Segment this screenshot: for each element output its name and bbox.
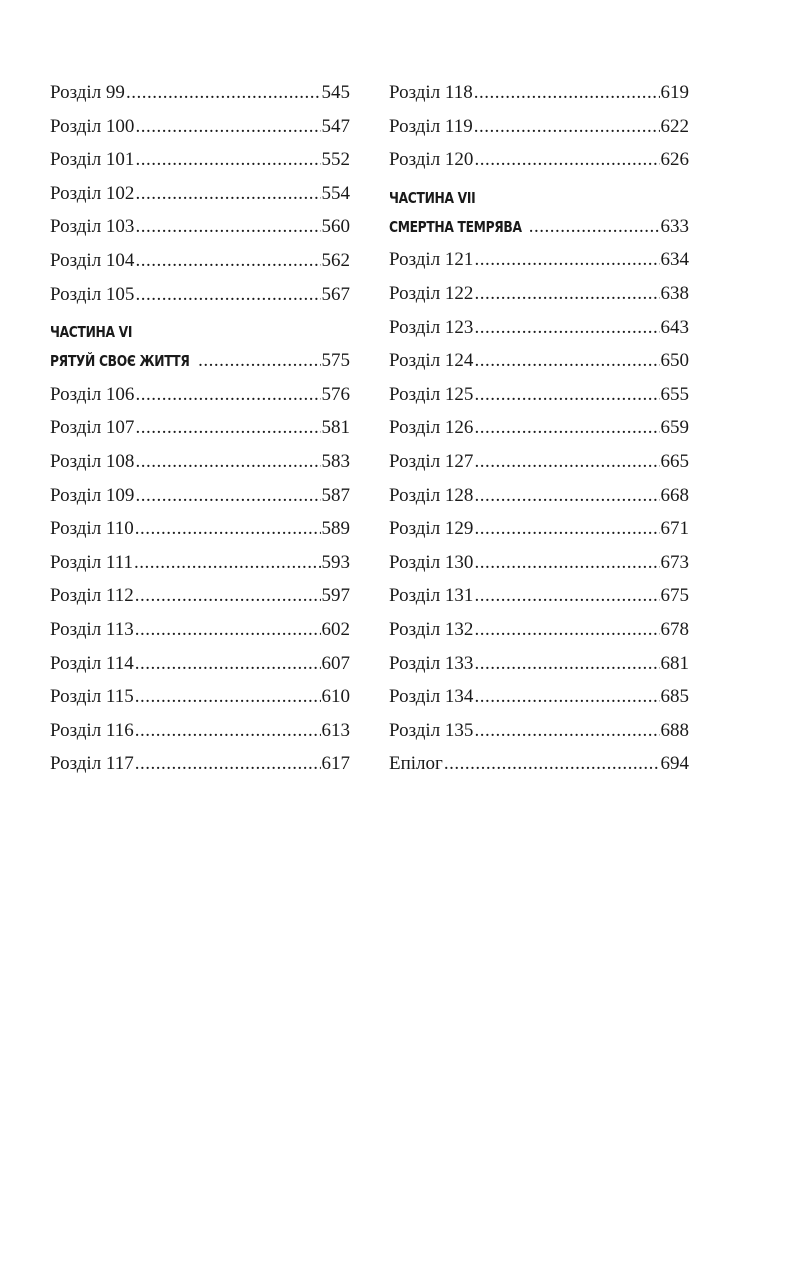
toc-entry[interactable] [50, 680, 350, 714]
toc-entry[interactable] [50, 714, 350, 748]
toc-entry[interactable] [389, 714, 689, 748]
chapter-title: Розділ 128 [389, 484, 474, 506]
toc-entry[interactable] [50, 177, 350, 211]
dot-leader [474, 311, 659, 345]
page-number: 547 [321, 115, 350, 137]
page-number: 562 [321, 249, 350, 271]
page-number: 685 [660, 686, 689, 708]
dot-leader [135, 177, 320, 211]
part-label: ЧАСТИНА VII [389, 188, 476, 207]
page-number: 545 [321, 82, 350, 103]
toc-entry[interactable] [389, 344, 689, 378]
toc-entry[interactable] [389, 378, 689, 412]
page-number: 659 [660, 417, 689, 439]
page-number: 583 [321, 450, 350, 472]
dot-leader [474, 613, 659, 647]
chapter-title: Розділ 110 [50, 518, 134, 540]
dot-leader [135, 479, 320, 513]
page-number: 613 [321, 719, 350, 741]
page-number: 678 [660, 618, 689, 640]
dot-leader [474, 411, 659, 445]
toc-entry[interactable] [389, 411, 689, 445]
chapter-title: Розділ 116 [50, 719, 134, 741]
dot-leader [474, 344, 659, 378]
page-number: 581 [321, 417, 350, 439]
chapter-title: Розділ 130 [389, 551, 474, 573]
page-number: 602 [321, 618, 350, 640]
dot-leader [474, 445, 659, 479]
dot-leader [135, 210, 320, 244]
dot-leader [474, 479, 659, 513]
toc-entry[interactable] [50, 378, 350, 412]
page-number: 552 [321, 149, 350, 171]
chapter-title: Розділ 122 [389, 282, 474, 304]
toc-entry[interactable] [389, 243, 689, 277]
toc-left-column [50, 76, 350, 781]
chapter-title: Розділ 131 [389, 585, 474, 607]
chapter-title: Розділ 101 [50, 149, 135, 171]
page-number: 622 [660, 115, 689, 137]
chapter-title: Розділ 133 [389, 652, 474, 674]
page-number: 681 [660, 652, 689, 674]
chapter-title: Розділ 111 [50, 551, 134, 573]
toc-entry[interactable] [389, 512, 689, 546]
toc-entry[interactable] [50, 445, 350, 479]
chapter-title: Розділ 108 [50, 450, 135, 472]
chapter-title: Розділ 123 [389, 316, 474, 338]
page-number: 597 [321, 585, 350, 607]
dot-leader [135, 579, 321, 613]
chapter-title: Розділ 120 [389, 149, 474, 171]
chapter-title: Розділ 109 [50, 484, 135, 506]
page-number: 576 [321, 383, 350, 405]
chapter-title: Розділ 106 [50, 383, 135, 405]
dot-leader [474, 378, 659, 412]
toc-entry[interactable] [50, 278, 350, 312]
page-number: 619 [660, 82, 689, 103]
toc-entry[interactable] [389, 277, 689, 311]
chapter-title: Розділ 135 [389, 719, 474, 741]
toc-entry[interactable] [389, 680, 689, 714]
dot-leader [474, 277, 659, 311]
dot-leader [135, 613, 321, 647]
toc-entry[interactable] [389, 479, 689, 513]
toc-entry[interactable] [389, 143, 689, 177]
chapter-title: Розділ 118 [389, 82, 473, 103]
part-page-number: 633 [660, 215, 689, 237]
chapter-title: Розділ 117 [50, 753, 134, 775]
chapter-title: Розділ 127 [389, 450, 474, 472]
toc-right-column [389, 76, 689, 781]
dot-leader [474, 512, 659, 546]
toc-entry[interactable] [389, 311, 689, 345]
page-number: 638 [660, 282, 689, 304]
part-block-vii [389, 186, 689, 244]
chapter-title: Розділ 114 [50, 652, 134, 674]
page-number: 668 [660, 484, 689, 506]
toc-entry[interactable] [50, 244, 350, 278]
toc-entry[interactable] [389, 546, 689, 580]
toc-entry[interactable] [389, 613, 689, 647]
chapter-title: Розділ 102 [50, 182, 135, 204]
chapter-title: Розділ 119 [389, 115, 473, 137]
chapter-title: Розділ 104 [50, 249, 135, 271]
page-number: 665 [660, 450, 689, 472]
chapter-title: Розділ 115 [50, 686, 134, 708]
chapter-title: Розділ 134 [389, 686, 474, 708]
dot-leader [474, 76, 660, 110]
chapter-title: Розділ 129 [389, 518, 474, 540]
page-number: 694 [660, 753, 689, 775]
toc-entry-list [50, 76, 350, 311]
dot-leader [135, 714, 321, 748]
chapter-title: Розділ 121 [389, 249, 474, 271]
page-number: 554 [321, 182, 350, 204]
toc-entry[interactable] [50, 512, 350, 546]
dot-leader [135, 647, 321, 681]
page-number: 610 [321, 686, 350, 708]
page-number: 643 [660, 316, 689, 338]
dot-leader [474, 243, 659, 277]
chapter-title: Розділ 100 [50, 115, 135, 137]
toc-entry-list [389, 243, 689, 781]
chapter-title: Розділ 103 [50, 216, 135, 238]
dot-leader [444, 747, 660, 781]
dot-leader [135, 110, 320, 144]
toc-entry[interactable] [389, 747, 689, 781]
dot-leader [474, 110, 660, 144]
chapter-title: Розділ 132 [389, 618, 474, 640]
part-label: ЧАСТИНА VI [50, 323, 133, 342]
dot-leader [474, 143, 659, 177]
dot-leader [135, 445, 320, 479]
toc-entry[interactable] [389, 647, 689, 681]
dot-leader [474, 714, 659, 748]
toc-entry[interactable] [50, 747, 350, 781]
chapter-title: Розділ 105 [50, 283, 135, 305]
page-number: 626 [660, 149, 689, 171]
page-number: 675 [660, 585, 689, 607]
page-number: 671 [660, 518, 689, 540]
dot-leader [135, 411, 320, 445]
toc-entry[interactable] [50, 210, 350, 244]
chapter-title: Розділ 107 [50, 417, 135, 439]
page-number: 567 [321, 283, 350, 305]
chapter-title: Розділ 126 [389, 417, 474, 439]
chapter-title: Розділ 112 [50, 585, 134, 607]
toc-entry[interactable] [50, 613, 350, 647]
toc-entry-list [50, 378, 350, 781]
toc-entry[interactable] [50, 647, 350, 681]
toc-entry[interactable] [50, 546, 350, 580]
dot-leader [474, 579, 659, 613]
chapter-title: Епілог [389, 753, 443, 775]
toc-entry[interactable] [50, 411, 350, 445]
dot-leader [135, 278, 320, 312]
toc-entry[interactable] [50, 143, 350, 177]
dot-leader [135, 680, 321, 714]
chapter-title: Розділ 124 [389, 350, 474, 372]
page-number: 593 [321, 551, 350, 573]
chapter-title: Розділ 125 [389, 383, 474, 405]
dot-leader [474, 546, 659, 580]
dot-leader [474, 647, 659, 681]
dot-leader [135, 378, 320, 412]
dot-leader [198, 344, 320, 378]
part-title-entry[interactable] [50, 344, 350, 378]
page-number: 688 [660, 719, 689, 741]
dot-leader [135, 244, 320, 278]
chapter-title: Розділ 113 [50, 618, 134, 640]
toc-entry[interactable] [50, 110, 350, 144]
dot-leader [474, 680, 659, 714]
page-number: 589 [321, 518, 350, 540]
part-title: РЯТУЙ СВОЄ ЖИТТЯ [50, 352, 190, 371]
toc-entry[interactable] [389, 110, 689, 144]
dot-leader [135, 512, 321, 546]
part-title-entry[interactable] [389, 210, 689, 244]
toc-entry[interactable] [389, 76, 689, 110]
dot-leader [135, 143, 320, 177]
toc-entry[interactable] [389, 579, 689, 613]
page-number: 650 [660, 350, 689, 372]
part-block-vi [50, 320, 350, 378]
page-number: 607 [321, 652, 350, 674]
dot-leader [134, 546, 320, 580]
page-number: 655 [660, 383, 689, 405]
dot-leader [126, 76, 321, 110]
page-number: 634 [660, 249, 689, 271]
toc-entry[interactable] [50, 579, 350, 613]
toc-entry-list [389, 76, 689, 177]
page-number: 673 [660, 551, 689, 573]
page-number: 587 [321, 484, 350, 506]
toc-entry[interactable] [50, 76, 350, 110]
page-number: 560 [321, 216, 350, 238]
chapter-title: Розділ 99 [50, 82, 125, 103]
part-page-number: 575 [321, 350, 350, 372]
toc-entry[interactable] [389, 445, 689, 479]
dot-leader [529, 210, 660, 244]
part-title: СМЕРТНА ТЕМРЯВА [389, 217, 522, 236]
dot-leader [135, 747, 321, 781]
page-number: 617 [321, 753, 350, 775]
toc-entry[interactable] [50, 479, 350, 513]
